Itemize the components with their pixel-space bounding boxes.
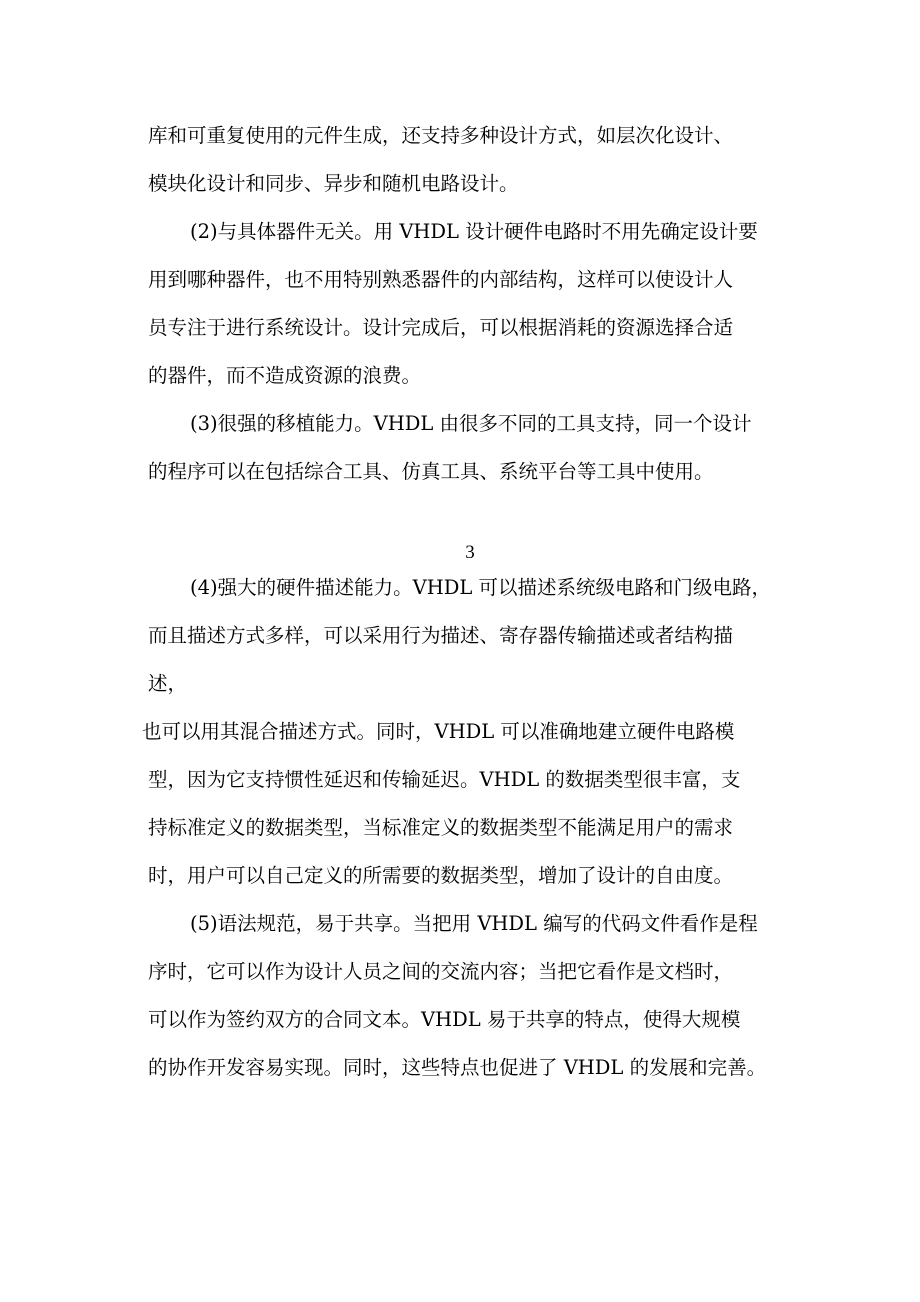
page-number: 3 [465,542,475,563]
text-line: 可以作为签约双方的合同文本。VHDL 易于共享的特点，使得大规模 [148,1008,741,1031]
paragraph-5-start: (5)语法规范，易于共享。当把用 VHDL 编写的代码文件看作是程 [190,912,758,935]
text-line: 而且描述方式多样，可以采用行为描述、寄存器传输描述或者结构描 [148,624,734,647]
text-line: 模块化设计和同步、异步和随机电路设计。 [148,172,519,195]
text-line: 述， [148,672,188,695]
text-line: 序时，它可以作为设计人员之间的交流内容；当把它看作是文档时， [148,960,734,983]
paragraph-2-start: (2)与具体器件无关。用 VHDL 设计硬件电路时不用先确定设计要 [190,220,758,243]
text-line: 库和可重复使用的元件生成，还支持多种设计方式，如层次化设计、 [148,124,734,147]
text-line: 用到哪种器件，也不用特别熟悉器件的内部结构，这样可以使设计人 [148,268,734,291]
text-line: 也可以用其混合描述方式。同时，VHDL 可以准确地建立硬件电路模 [142,720,735,743]
text-line: 型，因为它支持惯性延迟和传输延迟。VHDL 的数据类型很丰富，支 [148,768,741,791]
text-line: 的协作开发容易实现。同时，这些特点也促进了 VHDL 的发展和完善。 [148,1056,767,1079]
text-line: 的器件，而不造成资源的浪费。 [148,364,422,387]
text-line: 时，用户可以自己定义的所需要的数据类型，增加了设计的自由度。 [148,864,734,887]
text-line: 员专注于进行系统设计。设计完成后，可以根据消耗的资源选择合适 [148,316,734,339]
paragraph-3-start: (3)很强的移植能力。VHDL 由很多不同的工具支持，同一个设计 [190,412,752,435]
paragraph-4-start: (4)强大的硬件描述能力。VHDL 可以描述系统级电路和门级电路， [190,576,771,599]
text-line: 的程序可以在包括综合工具、仿真工具、系统平台等工具中使用。 [148,460,714,483]
text-line: 持标准定义的数据类型，当标准定义的数据类型不能满足用户的需求 [148,816,734,839]
